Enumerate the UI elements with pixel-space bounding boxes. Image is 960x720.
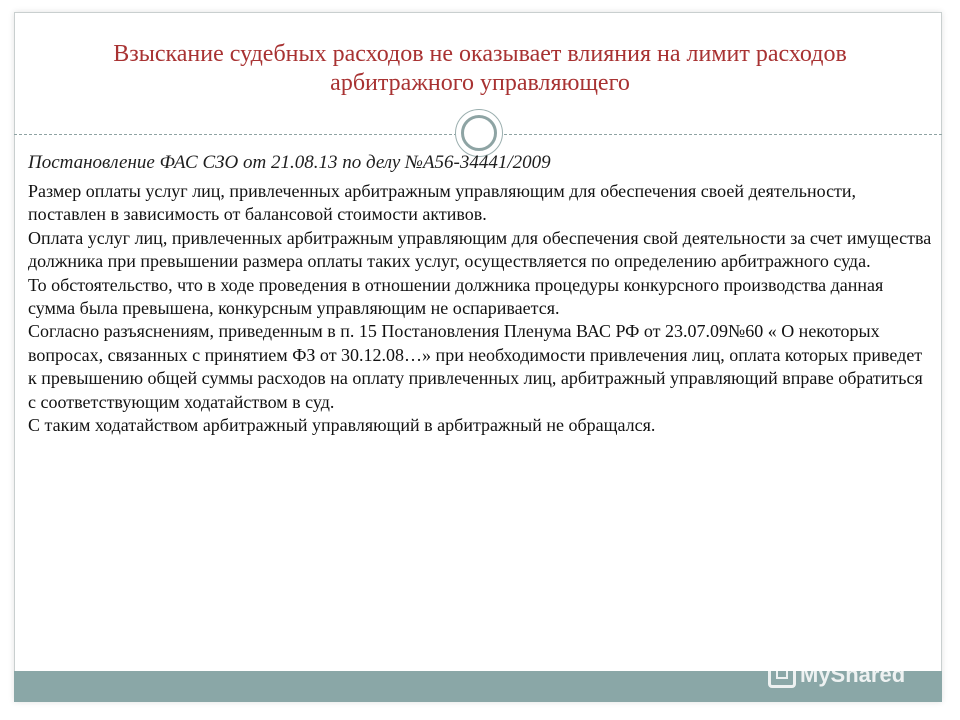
paragraph-3: То обстоятельство, что в ходе проведения в отношении должника процедуры конкурсного производства данная сумма была превышена, конкурсным управляющим не оспаривается. <box>28 274 884 319</box>
paragraph-1: Размер оплаты услуг лиц, привлеченных арбитражным управляющим для обеспечения своей деятельности, поставлен в зависимость от балансовой стоимости активов. <box>28 181 857 225</box>
myshared-logo-icon <box>768 662 796 688</box>
slide-subtitle: Постановление ФАС СЗО от 21.08.13 по делу №А56-34441/2009 <box>28 152 551 173</box>
watermark-text: MyShared <box>800 662 906 687</box>
paragraph-4: Согласно разъяснениям, приведенным в п. 15 Постановления Пленума ВАС РФ от 23.07.09№60 « О некоторых вопросах, связанных с принятием ФЗ от 30.12.08…» при необходимости привлечения лиц, оплата которых приведет к превышению общей суммы расходов на оплату привлеченных лиц, арбитражный управляющий вправе обратиться с соответствующим ходатайством в суд. <box>28 321 923 412</box>
slide-title: Взыскание судебных расходов не оказывает влияния на лимит расходов арбитражного управляющего <box>113 41 847 96</box>
decorative-circle-inner <box>461 115 497 151</box>
decorative-circle-icon <box>455 109 503 157</box>
slide-body <box>28 180 933 437</box>
paragraph-2: Оплата услуг лиц, привлеченных арбитражным управляющим для обеспечения свой деятельности за счет имущества должника при превышении размера оплаты таких услуг, осуществляется по определению арбитражного суда. <box>28 227 932 272</box>
paragraph-5: С таким ходатайством арбитражный управляющий в арбитражный не обращался. <box>28 415 656 436</box>
watermark <box>768 658 905 692</box>
